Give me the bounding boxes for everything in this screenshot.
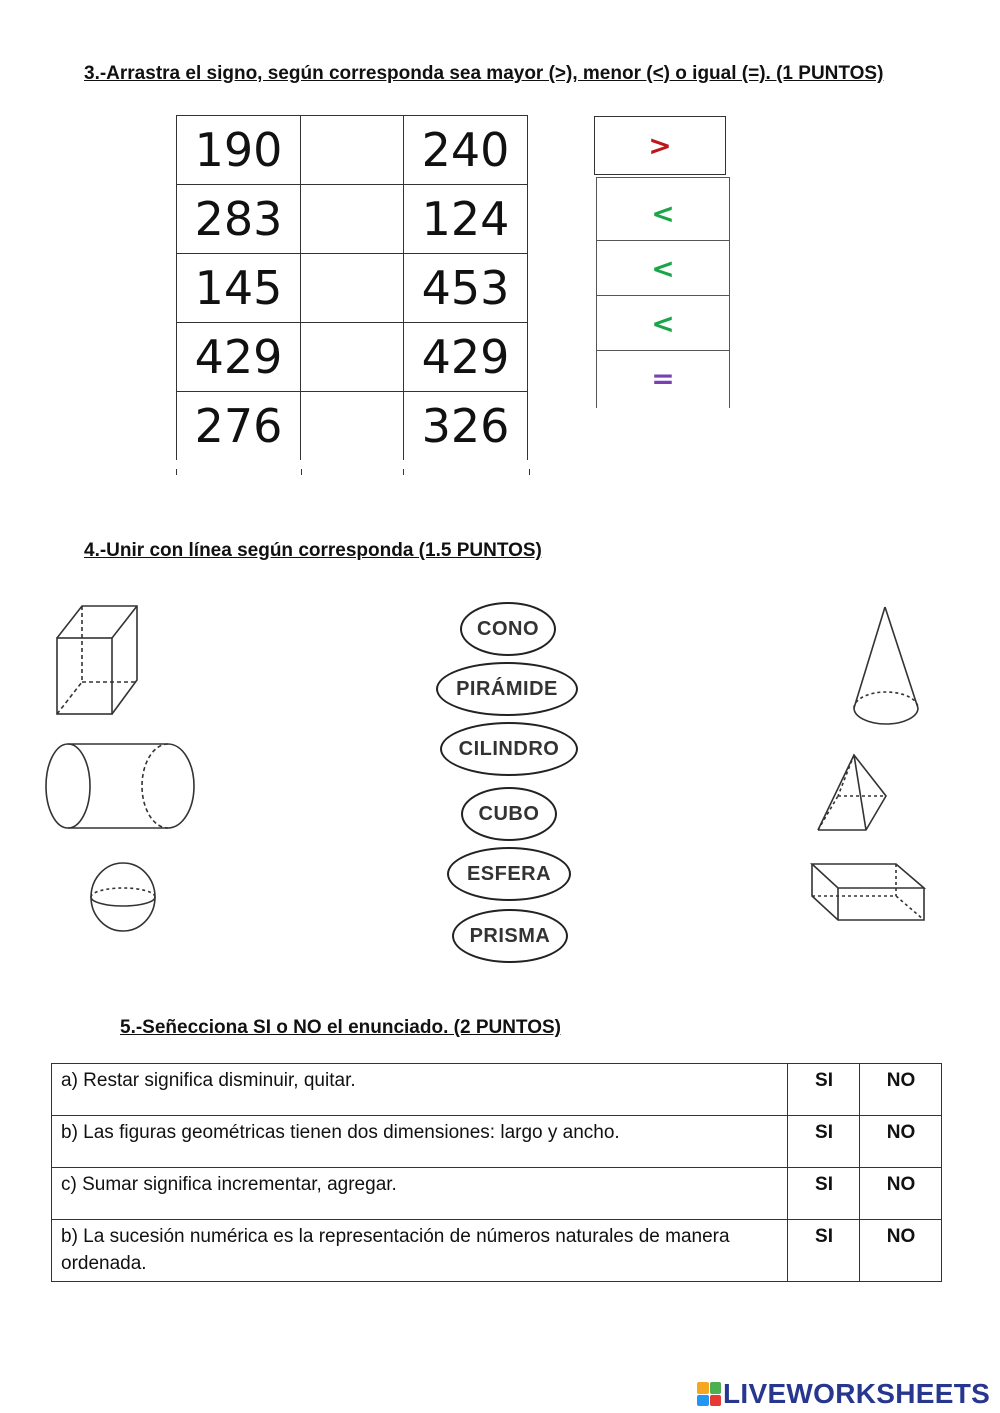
si-option[interactable]: SI <box>788 1168 860 1220</box>
si-option[interactable]: SI <box>788 1116 860 1168</box>
pyramid-icon[interactable] <box>816 752 890 832</box>
cone-icon[interactable] <box>848 604 924 728</box>
logo-square-icon <box>697 1395 709 1407</box>
left-number: 190 <box>177 116 301 185</box>
sign-drop-target[interactable] <box>301 185 404 254</box>
table-row <box>177 392 528 461</box>
si-option[interactable]: SI <box>788 1064 860 1116</box>
cube-icon[interactable] <box>52 600 144 720</box>
table-row <box>177 185 528 254</box>
sign-drop-target[interactable] <box>301 392 404 461</box>
sign-equal[interactable]: = <box>651 361 675 395</box>
right-number: 124 <box>404 185 528 254</box>
liveworksheets-logo <box>697 1378 990 1410</box>
si-no-table <box>51 1063 942 1282</box>
word-oval[interactable]: CILINDRO <box>440 722 578 776</box>
right-number: 429 <box>404 323 528 392</box>
right-number: 240 <box>404 116 528 185</box>
table-row <box>177 323 528 392</box>
sign-bank <box>596 177 730 408</box>
table-row <box>52 1220 942 1282</box>
number-comparison-table <box>176 115 528 460</box>
logo-square-icon <box>710 1382 722 1394</box>
table-row <box>52 1168 942 1220</box>
logo-square-icon <box>697 1382 709 1394</box>
logo-mark-icon <box>697 1382 721 1406</box>
table-row <box>52 1064 942 1116</box>
table-row <box>52 1116 942 1168</box>
left-number: 276 <box>177 392 301 461</box>
table-row <box>177 254 528 323</box>
right-number: 453 <box>404 254 528 323</box>
sign-drop-target[interactable] <box>301 323 404 392</box>
table-edge <box>176 469 530 475</box>
word-oval[interactable]: PIRÁMIDE <box>436 662 578 716</box>
sign-drop-target[interactable] <box>301 254 404 323</box>
left-number: 429 <box>177 323 301 392</box>
logo-square-icon <box>710 1395 722 1407</box>
word-oval[interactable]: CONO <box>460 602 556 656</box>
statement-cell: a) Restar significa disminuir, quitar. <box>52 1064 788 1116</box>
no-option[interactable]: NO <box>860 1220 942 1282</box>
statement-cell: b) Las figuras geométricas tienen dos dimensiones: largo y ancho. <box>52 1116 788 1168</box>
word-oval[interactable]: ESFERA <box>447 847 571 901</box>
prism-icon[interactable] <box>810 858 928 924</box>
si-option[interactable]: SI <box>788 1220 860 1282</box>
section-3-heading: 3.-Arrastra el signo, según corresponda sea mayor (>), menor (<) o igual (=). (1 PUNTOS) <box>84 63 884 84</box>
cylinder-icon[interactable] <box>40 740 200 835</box>
word-oval[interactable]: PRISMA <box>452 909 568 963</box>
sphere-icon[interactable] <box>86 860 160 934</box>
sign-less-than[interactable]: < <box>597 296 729 351</box>
sign-greater-than[interactable]: > <box>594 116 726 175</box>
table-row <box>177 116 528 185</box>
logo-text: LIVEWORKSHEETS <box>723 1378 991 1409</box>
sign-drop-target[interactable] <box>301 116 404 185</box>
sign-less-than[interactable]: < <box>597 186 729 241</box>
left-number: 283 <box>177 185 301 254</box>
section-5-heading: 5.-Señecciona SI o NO el enunciado. (2 PUNTOS) <box>120 1017 561 1038</box>
left-number: 145 <box>177 254 301 323</box>
statement-cell: b) La sucesión numérica es la representación de números naturales de manera ordenada. <box>52 1220 788 1282</box>
word-oval[interactable]: CUBO <box>461 787 557 841</box>
no-option[interactable]: NO <box>860 1116 942 1168</box>
sign-less-than[interactable]: < <box>597 241 729 296</box>
section-4-heading: 4.-Unir con línea según corresponda (1.5 PUNTOS) <box>84 540 542 561</box>
no-option[interactable]: NO <box>860 1168 942 1220</box>
statement-cell: c) Sumar significa incrementar, agregar. <box>52 1168 788 1220</box>
right-number: 326 <box>404 392 528 461</box>
no-option[interactable]: NO <box>860 1064 942 1116</box>
